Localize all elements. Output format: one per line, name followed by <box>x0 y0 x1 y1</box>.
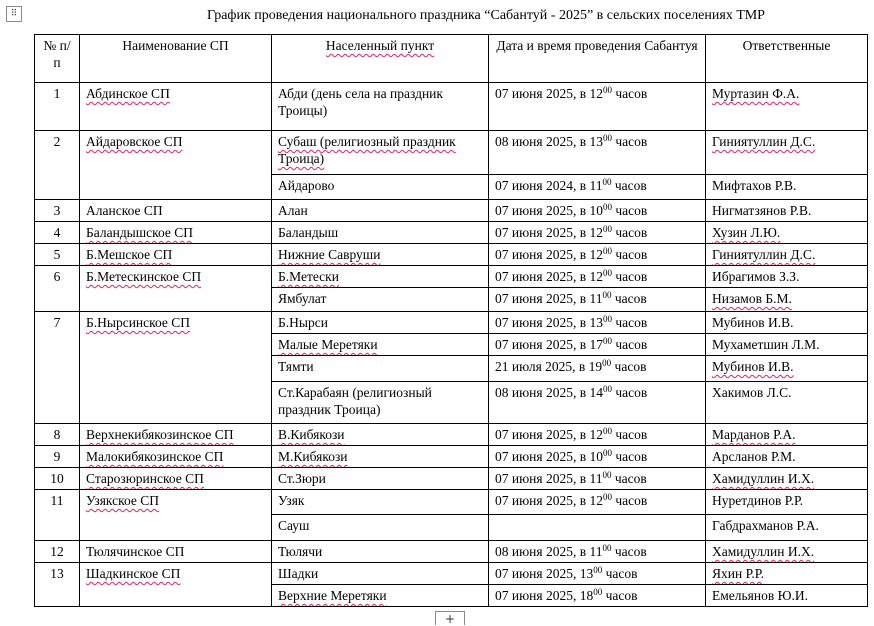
sp-name: Малокибякозинское СП <box>80 446 272 468</box>
settlement: Узяк <box>272 490 489 515</box>
date-time: 07 июня 2025, в $12^{00}$ часов <box>489 266 706 288</box>
settlement: Б.Нырси <box>272 312 489 334</box>
sp-name: Б.Метескинское СП <box>80 266 272 312</box>
date-time: 07 июня 2025, в $12^{00}$ часов <box>489 424 706 446</box>
responsible: Хакимов Л.С. <box>706 382 868 424</box>
row-number: 10 <box>35 468 80 490</box>
sp-name: Баландышское СП <box>80 222 272 244</box>
row-number: 3 <box>35 200 80 222</box>
row-number: 9 <box>35 446 80 468</box>
settlement: Абди (день села на праздник Троицы) <box>272 83 489 131</box>
header-date-time: Дата и время проведения Сабантуя <box>489 35 706 83</box>
sp-name: Айдаровское СП <box>80 131 272 200</box>
settlement: Тямти <box>272 356 489 382</box>
settlement: Субаш (религиозный праздник Троица) <box>272 131 489 175</box>
settlement: Верхние Меретяки <box>272 585 489 607</box>
sp-name: Верхнекибякозинское СП <box>80 424 272 446</box>
responsible: Яхин Р.Р. <box>706 563 868 585</box>
header-sp-name: Наименование СП <box>80 35 272 83</box>
row-number: 13 <box>35 563 80 607</box>
settlement: Малые Меретяки <box>272 334 489 356</box>
sp-name: Тюлячинское СП <box>80 541 272 563</box>
date-time: 07 июня 2024, в $11^{00}$ часов <box>489 175 706 200</box>
sp-name: Б.Нырсинское СП <box>80 312 272 424</box>
table-row <box>35 131 868 175</box>
table-row <box>35 424 868 446</box>
document-title: График проведения национального праздника “Сабантуй - 2025” в сельских поселениях ТМР <box>207 8 765 23</box>
row-number: 4 <box>35 222 80 244</box>
sp-name: Аланское СП <box>80 200 272 222</box>
settlement: Баландыш <box>272 222 489 244</box>
table-row <box>35 244 868 266</box>
responsible: Емельянов Ю.И. <box>706 585 868 607</box>
sp-name: Б.Мешское СП <box>80 244 272 266</box>
table-row <box>35 490 868 515</box>
settlement: Нижние Савруши <box>272 244 489 266</box>
settlement: Б.Метески <box>272 266 489 288</box>
row-number: 12 <box>35 541 80 563</box>
date-time: 08 июня 2025, в $14^{00}$ часов <box>489 382 706 424</box>
responsible: Габдрахманов Р.А. <box>706 515 868 541</box>
row-number: 11 <box>35 490 80 541</box>
responsible: Мухаметшин Л.М. <box>706 334 868 356</box>
row-number: 2 <box>35 131 80 200</box>
settlement: Шадки <box>272 563 489 585</box>
settlement: М.Кибякози <box>272 446 489 468</box>
table-row <box>35 563 868 585</box>
date-time: 07 июня 2025, в $11^{00}$ часов <box>489 288 706 312</box>
date-time: 07 июня 2025, в $13^{00}$ часов <box>489 312 706 334</box>
settlement: Алан <box>272 200 489 222</box>
date-time: 08 июня 2025, в $11^{00}$ часов <box>489 541 706 563</box>
header-responsible: Ответственные <box>706 35 868 83</box>
responsible: Гиниятуллин Д.С. <box>706 244 868 266</box>
settlement: Ст.Зюри <box>272 468 489 490</box>
date-time: 08 июня 2025, в $13^{00}$ часов <box>489 131 706 175</box>
schedule-table <box>34 34 868 607</box>
table-row <box>35 266 868 288</box>
date-time: 07 июня 2025, в $17^{00}$ часов <box>489 334 706 356</box>
sp-name: Старозюринское СП <box>80 468 272 490</box>
date-time: 07 июня 2025, в $10^{00}$ часов <box>489 446 706 468</box>
row-number: 6 <box>35 266 80 312</box>
table-move-handle-icon[interactable]: ⠿ <box>6 6 22 22</box>
responsible: Хамидуллин И.Х. <box>706 541 868 563</box>
date-time: 07 июня 2025, в $10^{00}$ часов <box>489 200 706 222</box>
settlement: В.Кибякози <box>272 424 489 446</box>
responsible: Нигматзянов Р.В. <box>706 200 868 222</box>
date-time: 07 июня 2025, в $12^{00}$ часов <box>489 244 706 266</box>
date-time: 07 июня 2025, в $11^{00}$ часов <box>489 468 706 490</box>
date-time: 07 июня 2025, $18^{00}$ часов <box>489 585 706 607</box>
table-row <box>35 83 868 131</box>
row-number: 5 <box>35 244 80 266</box>
sp-name: Абдинское СП <box>80 83 272 131</box>
table-row <box>35 468 868 490</box>
responsible: Хамидуллин И.Х. <box>706 468 868 490</box>
header-settlement: Населенный пункт <box>272 35 489 83</box>
row-number: 1 <box>35 83 80 131</box>
responsible: Хузин Л.Ю. <box>706 222 868 244</box>
table-row <box>35 200 868 222</box>
responsible: Гиниятуллин Д.С. <box>706 131 868 175</box>
settlement: Ст.Карабаян (религиозный праздник Троица) <box>272 382 489 424</box>
responsible: Мубинов И.В. <box>706 312 868 334</box>
row-number: 8 <box>35 424 80 446</box>
date-time <box>489 515 706 541</box>
add-row-plus-icon[interactable]: + <box>435 611 465 625</box>
date-time: 07 июня 2025, в $12^{00}$ часов <box>489 490 706 515</box>
sp-name: Узякское СП <box>80 490 272 541</box>
responsible: Ибрагимов З.З. <box>706 266 868 288</box>
settlement: Ямбулат <box>272 288 489 312</box>
responsible: Мифтахов Р.В. <box>706 175 868 200</box>
responsible: Муртазин Ф.А. <box>706 83 868 131</box>
date-time: 21 июля 2025, в $19^{00}$ часов <box>489 356 706 382</box>
table-row <box>35 541 868 563</box>
date-time: 07 июня 2025, в $12^{00}$ часов <box>489 83 706 131</box>
date-time: 07 июня 2025, в $12^{00}$ часов <box>489 222 706 244</box>
header-row <box>35 35 868 83</box>
settlement: Сауш <box>272 515 489 541</box>
responsible: Марданов Р.А. <box>706 424 868 446</box>
responsible: Арсланов Р.М. <box>706 446 868 468</box>
table-row <box>35 446 868 468</box>
sp-name: Шадкинское СП <box>80 563 272 607</box>
date-time: 07 июня 2025, $13^{00}$ часов <box>489 563 706 585</box>
responsible: Низамов Б.М. <box>706 288 868 312</box>
table-row <box>35 222 868 244</box>
responsible: Мубинов И.В. <box>706 356 868 382</box>
table-row <box>35 312 868 334</box>
header-num: № п/п <box>35 35 80 83</box>
responsible: Нуретдинов Р.Р. <box>706 490 868 515</box>
settlement: Тюлячи <box>272 541 489 563</box>
settlement: Айдарово <box>272 175 489 200</box>
row-number: 7 <box>35 312 80 424</box>
